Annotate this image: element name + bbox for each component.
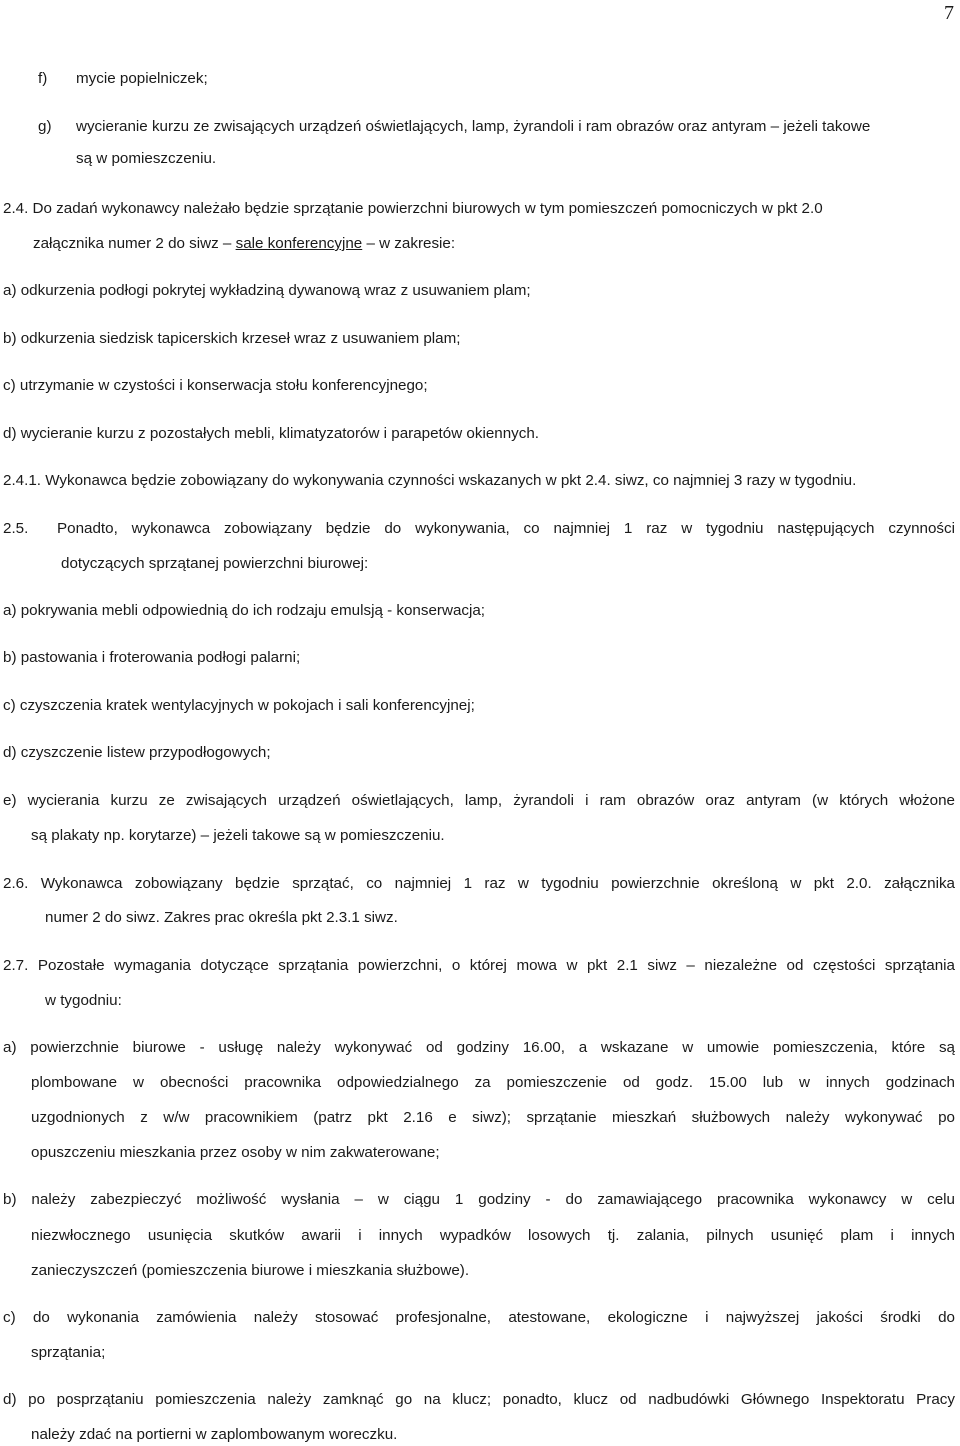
- list-item: d) wycieranie kurzu z pozostałych mebli, klimatyzatorów i parapetów okiennych.: [3, 425, 540, 442]
- list-item-cont: plombowane w obecności pracownika odpowiedzialnego za pomieszczenie od godz. 15.00 lub w innych godzinach: [31, 1074, 955, 1091]
- item-g-text-cont: są w pomieszczeniu.: [76, 150, 217, 167]
- list-item: d) po posprzątaniu pomieszczenia należy zamknąć go na klucz; ponadto, klucz od nadbudówki Głównego Inspektoratu Pracy: [3, 1391, 955, 1408]
- section-2-4-heading: 2.4. Do zadań wykonawcy należało będzie sprzątanie powierzchni biurowych w tym pomieszczeń pomocniczych w pkt 2.0: [3, 200, 823, 217]
- list-item-cont: sprzątania;: [31, 1344, 106, 1361]
- list-item: c) do wykonania zamówienia należy stosować profesjonalne, atestowane, ekologiczne i najwyższej jakości środki do: [3, 1309, 955, 1326]
- list-item: b) odkurzenia siedzisk tapicerskich krzeseł wraz z usuwaniem plam;: [3, 330, 461, 347]
- list-item-cont: są plakaty np. korytarze) – jeżeli takowe są w pomieszczeniu.: [31, 827, 445, 844]
- list-item-cont: należy zdać na portierni w zaplombowanym woreczku.: [31, 1426, 398, 1443]
- section-2-6: 2.6. Wykonawca zobowiązany będzie sprzątać, co najmniej 1 raz w tygodniu powierzchnie określoną w pkt 2.0. załącznika: [3, 875, 955, 892]
- page-number: 7: [944, 2, 954, 24]
- list-item-cont: niezwłocznego usunięcia skutków awarii i innych wypadków losowych tj. zalania, pilnych usunięć plam i innych: [31, 1227, 955, 1244]
- item-f-text: mycie popielniczek;: [76, 70, 208, 87]
- list-item: a) odkurzenia podłogi pokrytej wykładziną dywanową wraz z usuwaniem plam;: [3, 282, 531, 299]
- section-2-4-1: 2.4.1. Wykonawca będzie zobowiązany do wykonywania czynności wskazanych w pkt 2.4. siwz, co najmniej 3 razy w tygodniu.: [3, 472, 857, 489]
- section-2-7: 2.7. Pozostałe wymagania dotyczące sprzątania powierzchni, o której mowa w pkt 2.1 siwz – niezależne od częstości sprzątania: [3, 957, 955, 974]
- list-item: b) pastowania i froterowania podłogi palarni;: [3, 649, 301, 666]
- section-2-4-heading-cont: załącznika numer 2 do siwz – sale konferencyjne – w zakresie:: [33, 235, 456, 252]
- section-2-5-number: 2.5.: [3, 520, 29, 537]
- list-item: e) wycierania kurzu ze zwisających urządzeń oświetlających, lamp, żyrandoli i ram obrazów oraz antyram (w których włożone: [3, 792, 955, 809]
- underlined-term: sale konferencyjne: [235, 235, 363, 252]
- item-f-label: f): [38, 70, 48, 87]
- list-item-cont: opuszczeniu mieszkania przez osoby w nim zakwaterowane;: [31, 1144, 440, 1161]
- list-item: a) pokrywania mebli odpowiednią do ich rodzaju emulsją - konserwacja;: [3, 602, 486, 619]
- list-item: b) należy zabezpieczyć możliwość wysłania – w ciągu 1 godziny - do zamawiającego pracownika wykonawcy w celu: [3, 1191, 955, 1208]
- list-item-cont: uzgodnionych z w/w pracownikiem (patrz pkt 2.16 e siwz); sprzątanie mieszkań służbowych należy wykonywać po: [31, 1109, 955, 1126]
- item-g-label: g): [38, 118, 52, 135]
- section-2-5-heading: Ponadto, wykonawca zobowiązany będzie do wykonywania, co najmniej 1 raz w tygodniu następujących czynności: [57, 520, 955, 537]
- list-item: a) powierzchnie biurowe - usługę należy wykonywać od godziny 16.00, a wskazane w umowie pomieszczenia, które są: [3, 1039, 955, 1056]
- section-2-6-cont: numer 2 do siwz. Zakres prac określa pkt 2.3.1 siwz.: [45, 909, 398, 926]
- section-2-7-cont: w tygodniu:: [45, 992, 122, 1009]
- list-item: c) czyszczenia kratek wentylacyjnych w pokojach i sali konferencyjnej;: [3, 697, 475, 714]
- list-item: d) czyszczenie listew przypodłogowych;: [3, 744, 271, 761]
- section-2-5-heading-cont: dotyczących sprzątanej powierzchni biurowej:: [61, 555, 369, 572]
- list-item-cont: zanieczyszczeń (pomieszczenia biurowe i mieszkania służbowe).: [31, 1262, 470, 1279]
- item-g-text: wycieranie kurzu ze zwisających urządzeń oświetlających, lamp, żyrandoli i ram obrazów oraz antyram – jeżeli takowe: [76, 118, 871, 135]
- list-item: c) utrzymanie w czystości i konserwacja stołu konferencyjnego;: [3, 377, 428, 394]
